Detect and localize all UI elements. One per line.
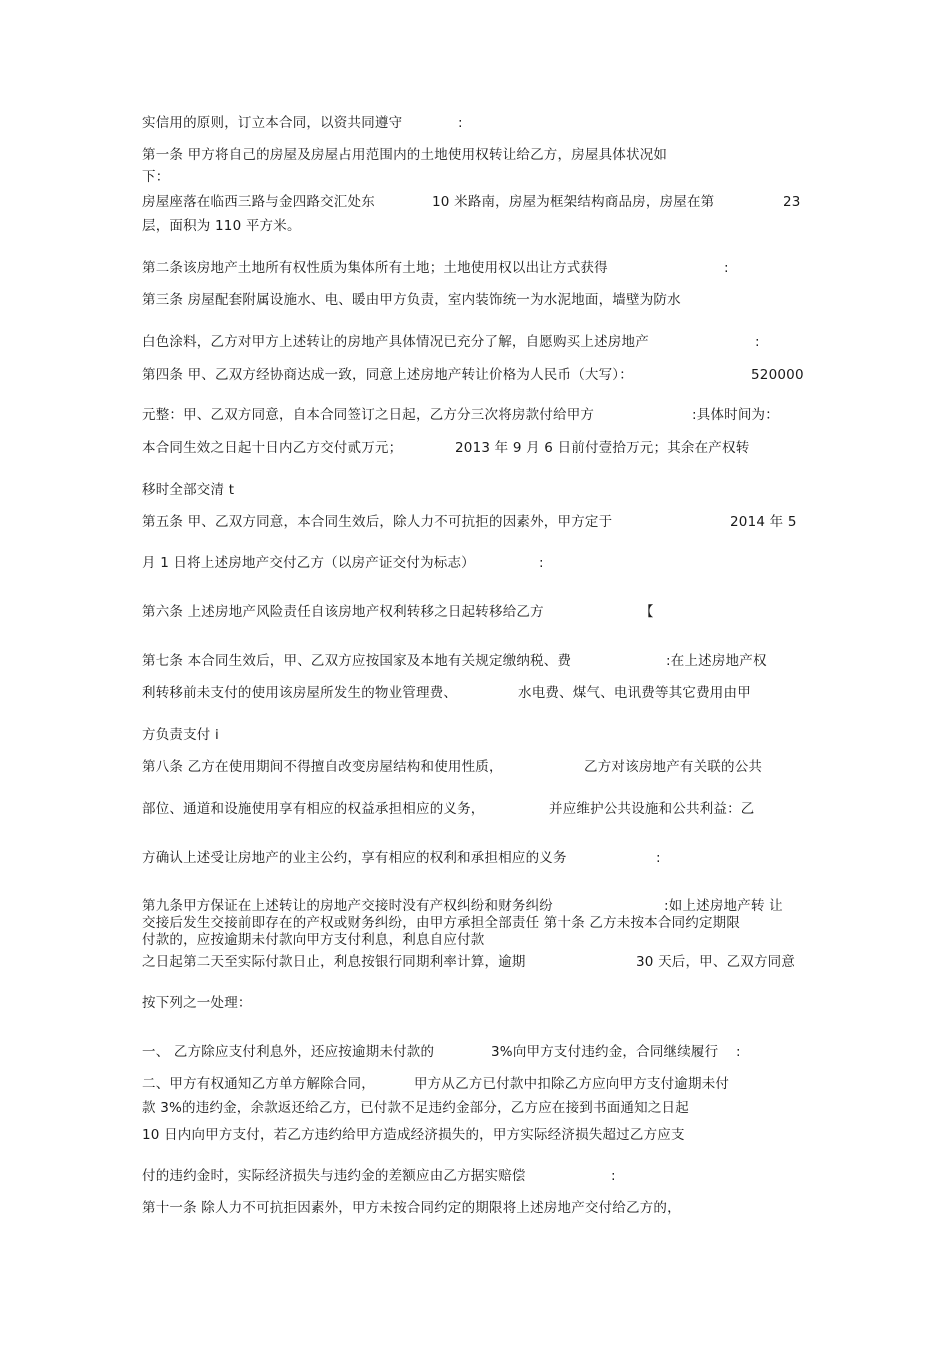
line-text: 第四条 甲、乙双方经协商达成一致，同意上述房地产转让价格为人民币（大写）： xyxy=(142,367,633,383)
line-text: 按下列之一处理： xyxy=(142,995,252,1011)
line-text: :在上述房地产权 xyxy=(666,653,767,669)
line-text: 第五条 甲、乙双方同意，本合同生效后，除人力不可抗拒的因素外，甲方定于 xyxy=(142,514,613,530)
line-text: 520000 xyxy=(751,367,804,383)
line-text: :如上述房地产转 让 xyxy=(664,898,783,914)
line-text: 3%向甲方支付违约金，合同继续履行 xyxy=(491,1044,719,1060)
line-text: 移时全部交清 t xyxy=(142,482,235,498)
line-text: 下： xyxy=(142,169,170,185)
line-text: 部位、通道和设施使用享有相应的权益承担相应的义务， xyxy=(142,801,485,817)
line-text: 本合同生效之日起十日内乙方交付贰万元； xyxy=(142,440,403,456)
line-text: 房屋座落在临西三路与金四路交汇处东 xyxy=(142,194,375,210)
line-text: : xyxy=(611,1168,616,1184)
line-text: : xyxy=(724,260,729,276)
line-text: 30 天后，甲、乙双方同意 xyxy=(636,954,796,970)
line-text: : xyxy=(656,850,661,866)
line-text: 第九条甲方保证在上述转让的房地产交接时没有产权纠纷和财务纠纷 xyxy=(142,898,553,914)
line-text: 层，面积为 110 平方米。 xyxy=(142,218,301,234)
line-text: 并应维护公共设施和公共利益：乙 xyxy=(549,801,755,817)
line-text: 元整：甲、乙双方同意，自本合同签订之日起，乙方分三次将房款付给甲方 xyxy=(142,407,595,423)
line-text: 23 xyxy=(783,194,801,210)
line-text: 月 1 日将上述房地产交付乙方（以房产证交付为标志） xyxy=(142,555,475,571)
line-text: 10 米路南，房屋为框架结构商品房，房屋在第 xyxy=(432,194,715,210)
line-text: 第十一条 除人力不可抗拒因素外，甲方未按合同约定的期限将上述房地产交付给乙方的， xyxy=(142,1200,681,1216)
line-text: 款 3%的违约金，余款返还给乙方，已付款不足违约金部分，乙方应在接到书面通知之日起 xyxy=(142,1100,689,1116)
line-text: 白色涂料，乙方对甲方上述转让的房地产具体情况已充分了解，自愿购买上述房地产 xyxy=(142,334,649,350)
line-text: 交接后发生交接前即存在的产权或财务纠纷，由甲方承担全部责任 第十条 乙方未按本合同约定期限 xyxy=(142,915,741,931)
line-text: 乙方对该房地产有关联的公共 xyxy=(584,759,763,775)
line-text: 之日起第二天至实际付款日止，利息按银行同期利率计算，逾期 xyxy=(142,954,526,970)
line-text: 【 xyxy=(640,604,654,620)
line-text: 二、甲方有权通知乙方单方解除合同， xyxy=(142,1076,375,1092)
line-text: 第八条 乙方在使用期间不得擅自改变房屋结构和使用性质， xyxy=(142,759,503,775)
line-text: 付款的，应按逾期未付款向甲方支付利息，利息自应付款 xyxy=(142,932,485,948)
line-text: 2013 年 9 月 6 日前付壹拾万元；其余在产权转 xyxy=(455,440,750,456)
line-text: 方负责支付 i xyxy=(142,727,219,743)
line-text: : xyxy=(755,334,760,350)
line-text: :具体时间为： xyxy=(692,407,779,423)
line-text: 10 日内向甲方支付，若乙方违约给甲方造成经济损失的，甲方实际经济损失超过乙方应支 xyxy=(142,1127,685,1143)
line-text: 第六条 上述房地产风险责任自该房地产权利转移之日起转移给乙方 xyxy=(142,604,544,620)
line-text: : xyxy=(736,1044,741,1060)
line-text: 利转移前未支付的使用该房屋所发生的物业管理费、 xyxy=(142,685,458,701)
line-text: 方确认上述受让房地产的业主公约，享有相应的权利和承担相应的义务 xyxy=(142,850,567,866)
line-text: 一、 乙方除应支付利息外，还应按逾期未付款的 xyxy=(142,1044,435,1060)
line-text: 第三条 房屋配套附属设施水、电、暖由甲方负责，室内装饰统一为水泥地面，墙壁为防水 xyxy=(142,292,681,308)
line-text: 第二条该房地产土地所有权性质为集体所有土地；土地使用权以出让方式获得 xyxy=(142,260,608,276)
line-text: 2014 年 5 xyxy=(730,514,797,530)
line-text: 第七条 本合同生效后，甲、乙双方应按国家及本地有关规定缴纳税、费 xyxy=(142,653,572,669)
line-text: 实信用的原则，订立本合同，以资共同遵守 xyxy=(142,115,403,131)
line-text: : xyxy=(458,115,463,131)
line-text: 水电费、煤气、电讯费等其它费用由甲 xyxy=(518,685,751,701)
line-text: 付的违约金时，实际经济损失与违约金的差额应由乙方据实赔偿 xyxy=(142,1168,526,1184)
line-text: : xyxy=(539,555,544,571)
line-text: 甲方从乙方已付款中扣除乙方应向甲方支付逾期未付 xyxy=(414,1076,730,1092)
line-text: 第一条 甲方将自己的房屋及房屋占用范围内的土地使用权转让给乙方，房屋具体状况如 xyxy=(142,147,668,163)
